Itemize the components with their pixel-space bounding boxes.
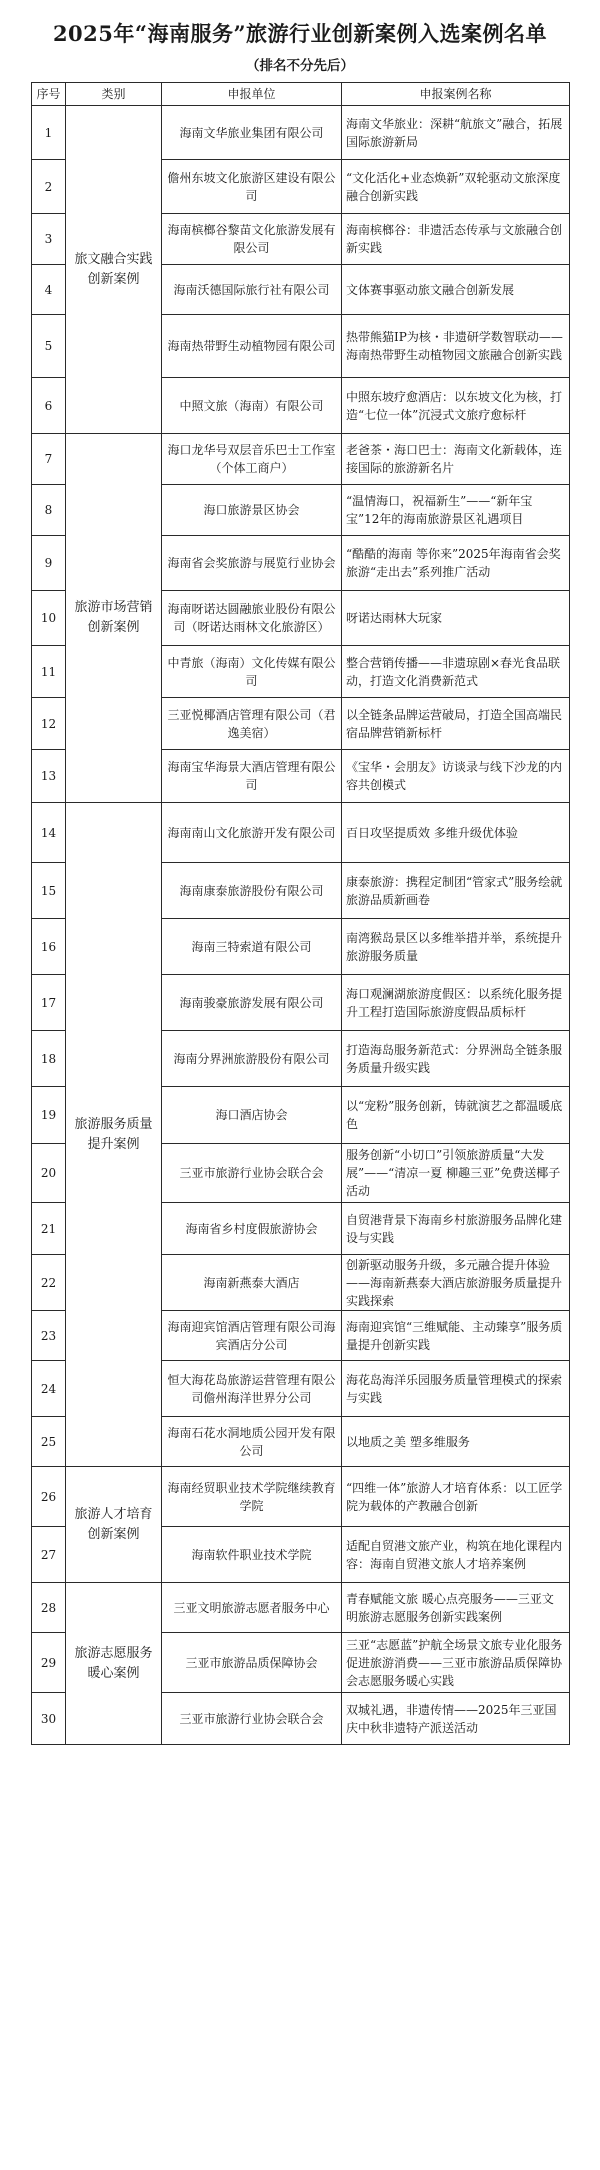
applicant-unit: 儋州东坡文化旅游区建设有限公司 — [162, 160, 342, 214]
header-no: 序号 — [32, 83, 66, 106]
row-number: 25 — [32, 1417, 66, 1467]
case-name: 老爸茶・海口巴士：海南文化新载体，连接国际的旅游新名片 — [342, 434, 570, 485]
applicant-unit: 海南骏豪旅游发展有限公司 — [162, 975, 342, 1031]
row-number: 1 — [32, 106, 66, 160]
applicant-unit: 海南文华旅业集团有限公司 — [162, 106, 342, 160]
case-name: 打造海岛服务新范式：分界洲岛全链条服务质量升级实践 — [342, 1031, 570, 1087]
row-number: 15 — [32, 863, 66, 919]
case-name: 整合营销传播——非遗琼剧×春光食品联动，打造文化消费新范式 — [342, 646, 570, 698]
row-number: 22 — [32, 1255, 66, 1311]
table-body — [32, 106, 570, 1745]
applicant-unit: 海南省乡村度假旅游协会 — [162, 1203, 342, 1255]
row-number: 8 — [32, 485, 66, 536]
row-number: 6 — [32, 378, 66, 434]
case-name: 自贸港背景下海南乡村旅游服务品牌化建设与实践 — [342, 1203, 570, 1255]
row-number: 18 — [32, 1031, 66, 1087]
applicant-unit: 海南三特索道有限公司 — [162, 919, 342, 975]
applicant-unit: 海南软件职业技术学院 — [162, 1527, 342, 1583]
applicant-unit: 海口酒店协会 — [162, 1087, 342, 1144]
case-name: 三亚“志愿蓝”护航全场景文旅专业化服务促进旅游消费——三亚市旅游品质保障协会志愿服务暖心实践 — [342, 1633, 570, 1693]
applicant-unit: 三亚文明旅游志愿者服务中心 — [162, 1583, 342, 1633]
case-list-table — [31, 82, 570, 1745]
case-name: 适配自贸港文旅产业，构筑在地化课程内容：海南自贸港文旅人才培养案例 — [342, 1527, 570, 1583]
case-name: 康泰旅游：携程定制团“管家式”服务绘就旅游品质新画卷 — [342, 863, 570, 919]
case-name: 海南文华旅业：深耕“航旅文”融合，拓展国际旅游新局 — [342, 106, 570, 160]
applicant-unit: 海南沃德国际旅行社有限公司 — [162, 265, 342, 315]
applicant-unit: 三亚市旅游行业协会联合会 — [162, 1693, 342, 1745]
row-number: 17 — [32, 975, 66, 1031]
table-row — [32, 106, 570, 160]
row-number: 2 — [32, 160, 66, 214]
header-category: 类别 — [66, 83, 162, 106]
applicant-unit: 三亚市旅游品质保障协会 — [162, 1633, 342, 1693]
category-cell: 旅游志愿服务暖心案例 — [66, 1583, 162, 1745]
category-cell: 旅游人才培育创新案例 — [66, 1467, 162, 1583]
applicant-unit: 三亚市旅游行业协会联合会 — [162, 1144, 342, 1203]
row-number: 27 — [32, 1527, 66, 1583]
applicant-unit: 海南康泰旅游股份有限公司 — [162, 863, 342, 919]
row-number: 9 — [32, 536, 66, 591]
case-name: 双城礼遇，非遗传情——2025年三亚国庆中秋非遗特产派送活动 — [342, 1693, 570, 1745]
row-number: 13 — [32, 750, 66, 803]
case-name: “四维一体”旅游人才培育体系：以工匠学院为载体的产教融合创新 — [342, 1467, 570, 1527]
case-name: “文化活化+业态焕新”双轮驱动文旅深度融合创新实践 — [342, 160, 570, 214]
case-name: 百日攻坚提质效 多维升级优体验 — [342, 803, 570, 863]
case-name: “酷酷的海南 等你来”2025年海南省会奖旅游“走出去”系列推广活动 — [342, 536, 570, 591]
applicant-unit: 三亚悦椰酒店管理有限公司（君逸美宿） — [162, 698, 342, 750]
case-name: 海口观澜湖旅游度假区：以系统化服务提升工程打造国际旅游度假品质标杆 — [342, 975, 570, 1031]
applicant-unit: 海南呀诺达圆融旅业股份有限公司（呀诺达雨林文化旅游区） — [162, 591, 342, 646]
case-name: 南湾猴岛景区以多维举措并举，系统提升旅游服务质量 — [342, 919, 570, 975]
row-number: 23 — [32, 1311, 66, 1361]
applicant-unit: 海南槟榔谷黎苗文化旅游发展有限公司 — [162, 214, 342, 265]
row-number: 11 — [32, 646, 66, 698]
row-number: 21 — [32, 1203, 66, 1255]
table-row — [32, 434, 570, 485]
row-number: 28 — [32, 1583, 66, 1633]
applicant-unit: 海南迎宾馆酒店管理有限公司海宾酒店分公司 — [162, 1311, 342, 1361]
applicant-unit: 恒大海花岛旅游运营管理有限公司儋州海洋世界分公司 — [162, 1361, 342, 1417]
row-number: 20 — [32, 1144, 66, 1203]
case-name: 以地质之美 塑多维服务 — [342, 1417, 570, 1467]
case-name: 海南槟榔谷：非遗活态传承与文旅融合创新实践 — [342, 214, 570, 265]
header-unit: 申报单位 — [162, 83, 342, 106]
page-subtitle: （排名不分先后） — [246, 58, 354, 74]
applicant-unit: 海南省会奖旅游与展览行业协会 — [162, 536, 342, 591]
table-header-row — [32, 83, 570, 106]
row-number: 30 — [32, 1693, 66, 1745]
case-name: “温情海口，祝福新生”——“新年宝宝”12年的海南旅游景区礼遇项目 — [342, 485, 570, 536]
applicant-unit: 海南新燕泰大酒店 — [162, 1255, 342, 1311]
table-row — [32, 803, 570, 863]
header-case: 申报案例名称 — [342, 83, 570, 106]
applicant-unit: 海口龙华号双层音乐巴士工作室（个体工商户） — [162, 434, 342, 485]
category-cell: 旅文融合实践创新案例 — [66, 106, 162, 434]
table-row — [32, 1467, 570, 1527]
case-name: 热带熊猫IP为核・非遗研学数智联动——海南热带野生动植物园文旅融合创新实践 — [342, 315, 570, 378]
case-name: 以全链条品牌运营破局，打造全国高端民宿品牌营销新标杆 — [342, 698, 570, 750]
applicant-unit: 海南分界洲旅游股份有限公司 — [162, 1031, 342, 1087]
case-name: 服务创新“小切口”引领旅游质量“大发展”——“清凉一夏 柳趣三亚”免费送椰子活动 — [342, 1144, 570, 1203]
row-number: 26 — [32, 1467, 66, 1527]
applicant-unit: 海南热带野生动植物园有限公司 — [162, 315, 342, 378]
applicant-unit: 海南南山文化旅游开发有限公司 — [162, 803, 342, 863]
case-name: 以“宠粉”服务创新，铸就演艺之都温暖底色 — [342, 1087, 570, 1144]
row-number: 19 — [32, 1087, 66, 1144]
page-title: 2025年“海南服务”旅游行业创新案例入选案例名单 — [52, 21, 548, 46]
row-number: 14 — [32, 803, 66, 863]
row-number: 12 — [32, 698, 66, 750]
case-name: 呀诺达雨林大玩家 — [342, 591, 570, 646]
applicant-unit: 中青旅（海南）文化传媒有限公司 — [162, 646, 342, 698]
row-number: 5 — [32, 315, 66, 378]
applicant-unit: 海南石花水洞地质公园开发有限公司 — [162, 1417, 342, 1467]
row-number: 29 — [32, 1633, 66, 1693]
applicant-unit: 海南宝华海景大酒店管理有限公司 — [162, 750, 342, 803]
applicant-unit: 海口旅游景区协会 — [162, 485, 342, 536]
applicant-unit: 海南经贸职业技术学院继续教育学院 — [162, 1467, 342, 1527]
case-name: 海花岛海洋乐园服务质量管理模式的探索与实践 — [342, 1361, 570, 1417]
row-number: 4 — [32, 265, 66, 315]
row-number: 16 — [32, 919, 66, 975]
table-row — [32, 1583, 570, 1633]
category-cell: 旅游市场营销创新案例 — [66, 434, 162, 803]
case-name: 《宝华・会朋友》访谈录与线下沙龙的内容共创模式 — [342, 750, 570, 803]
row-number: 3 — [32, 214, 66, 265]
case-name: 海南迎宾馆“三维赋能、主动臻享”服务质量提升创新实践 — [342, 1311, 570, 1361]
case-name: 中照东坡疗愈酒店：以东坡文化为核，打造“七位一体”沉浸式文旅疗愈标杆 — [342, 378, 570, 434]
case-name: 创新驱动服务升级，多元融合提升体验——海南新燕泰大酒店旅游服务质量提升实践探索 — [342, 1255, 570, 1311]
row-number: 10 — [32, 591, 66, 646]
case-name: 青春赋能文旅 暖心点亮服务——三亚文明旅游志愿服务创新实践案例 — [342, 1583, 570, 1633]
applicant-unit: 中照文旅（海南）有限公司 — [162, 378, 342, 434]
row-number: 24 — [32, 1361, 66, 1417]
case-name: 文体赛事驱动旅文融合创新发展 — [342, 265, 570, 315]
category-cell: 旅游服务质量提升案例 — [66, 803, 162, 1467]
row-number: 7 — [32, 434, 66, 485]
